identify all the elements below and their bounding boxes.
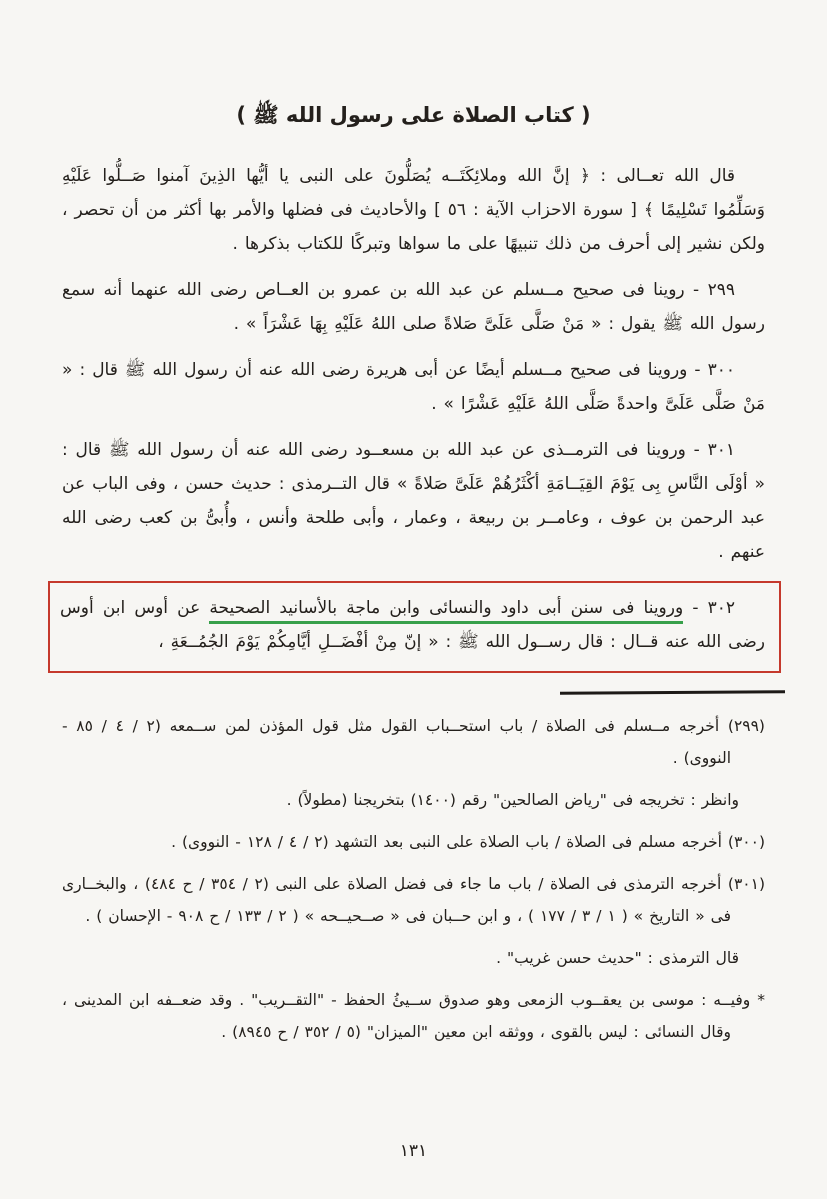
hadith-300: ٣٠٠ - وروينا فى صحيح مــسلم أيضًا عن أبى هريرة رضى الله عنه أن رسول الله ﷺ قال : « مَنْ صَلَّى عَلَىَّ واحدةً صَلَّى اللهُ عَلَيْهِ عَشْرًا » . [62, 360, 765, 414]
hadith-301: ٣٠١ - وروينا فى الترمــذى عن عبد الله بن مسعــود رضى الله عنه أن رسول الله ﷺ قال : « أوْلَى النَّاسِ بِى يَوْمَ القِيَــامَةِ أكْثَرُهُمْ عَلَىَّ صَلاةً » قال التــرمذى : حديث حسن ، وفى الباب عن عبد الرحمن بن عوف ، وعامــر بن ربيعة ، وعمار ، وأبى طلحة وأنس ، وأُبىُّ بن كعب رضى الله عنهم . [62, 440, 765, 562]
hadith-302 [60, 591, 765, 659]
hadith-302-rest: عن أوس ابن أوس رضى الله عنه قــال : قال رســول الله ﷺ : « إنّ مِنْ أفْضَــلِ أيَّامِكُمْ يَوْمَ الجُمُــعَةِ ، [60, 598, 765, 652]
footnotes-section [62, 710, 765, 1048]
hadith-302-number: ٣٠٢ - [683, 598, 735, 618]
footnote-299-takhrij-note: وانظر : تخريجه فى "رياض الصالحين" رقم (١٤٠٠) بتخريجنا (مطولاً) . [286, 790, 739, 809]
intro-paragraph: قال الله تعــالى : ﴿ إنَّ الله وملائِكَتَــه يُصَلُّونَ على النبى يا أيُّها الذِينَ آمنوا صَــلُّوا عَلَيْهِ وَسَلِّمُوا تَسْلِيمًا ﴾ [ سورة الاحزاب الآية : ٥٦ ] والأحاديث فى فضلها والأمر بها أكثر من أن تحصر ، ولكن نشير إلى أحرف من ذلك تنبيهًا على ما سواها وتبركًا للكتاب بذكرها . [62, 166, 765, 254]
chapter-title: ( كتاب الصلاة على رسول الله ﷺ ) [236, 103, 591, 127]
red-annotation-box [48, 581, 781, 673]
footnote-separator-line [560, 690, 785, 694]
footnote-299: (٢٩٩) أخرجه مــسلم فى الصلاة / باب استحــباب القول مثل قول المؤذن لمن ســمعه (٢ / ٤ / ٨٥ - النووى) . [62, 716, 765, 767]
hadith-302-underlined-sources: وروينا فى سنن أبى داود والنسائى وابن ماجة بالأسانيد الصحيحة [209, 598, 683, 624]
page-number: ١٣١ [399, 1141, 428, 1161]
footnote-tirmidhi-comment: قال الترمذى : "حديث حسن غريب" . [496, 948, 739, 967]
footnote-301: (٣٠١) أخرجه الترمذى فى الصلاة / باب ما جاء فى فضل الصلاة على النبى (٢ / ٣٥٤ / ح ٤٨٤) ، والبخــارى فى « التاريخ » ( ١ / ٣ / ١٧٧ ) ، و ابن حــبان فى « صــحيــحه » ( ٢ / ١٣٣ / ح ٩٠٨ - الإحسان ) . [62, 874, 766, 925]
hadith-299: ٢٩٩ - روينا فى صحيح مــسلم عن عبد الله بن عمرو بن العــاص رضى الله عنهما أنه سمع رسول الله ﷺ يقول : « مَنْ صَلَّى عَلَىَّ صَلاةً صلى اللهُ عَلَيْهِ بِهَا عَشْرَاً » . [62, 280, 765, 334]
footnote-narrator-weakness-note: * وفيــه : موسى بن يعقــوب الزمعى وهو صدوق ســيئُ الحفظ - "التقــريب" . وقد ضعــفه ابن المدينى ، وقال النسائى : ليس بالقوى ، ووثقه ابن معين "الميزان" (٥ / ٣٥٢ / ح ٨٩٤٥) . [62, 990, 765, 1041]
footnote-300: (٣٠٠) أخرجه مسلم فى الصلاة / باب الصلاة على النبى بعد التشهد (٢ / ٤ / ١٢٨ - النووى) . [171, 832, 765, 851]
